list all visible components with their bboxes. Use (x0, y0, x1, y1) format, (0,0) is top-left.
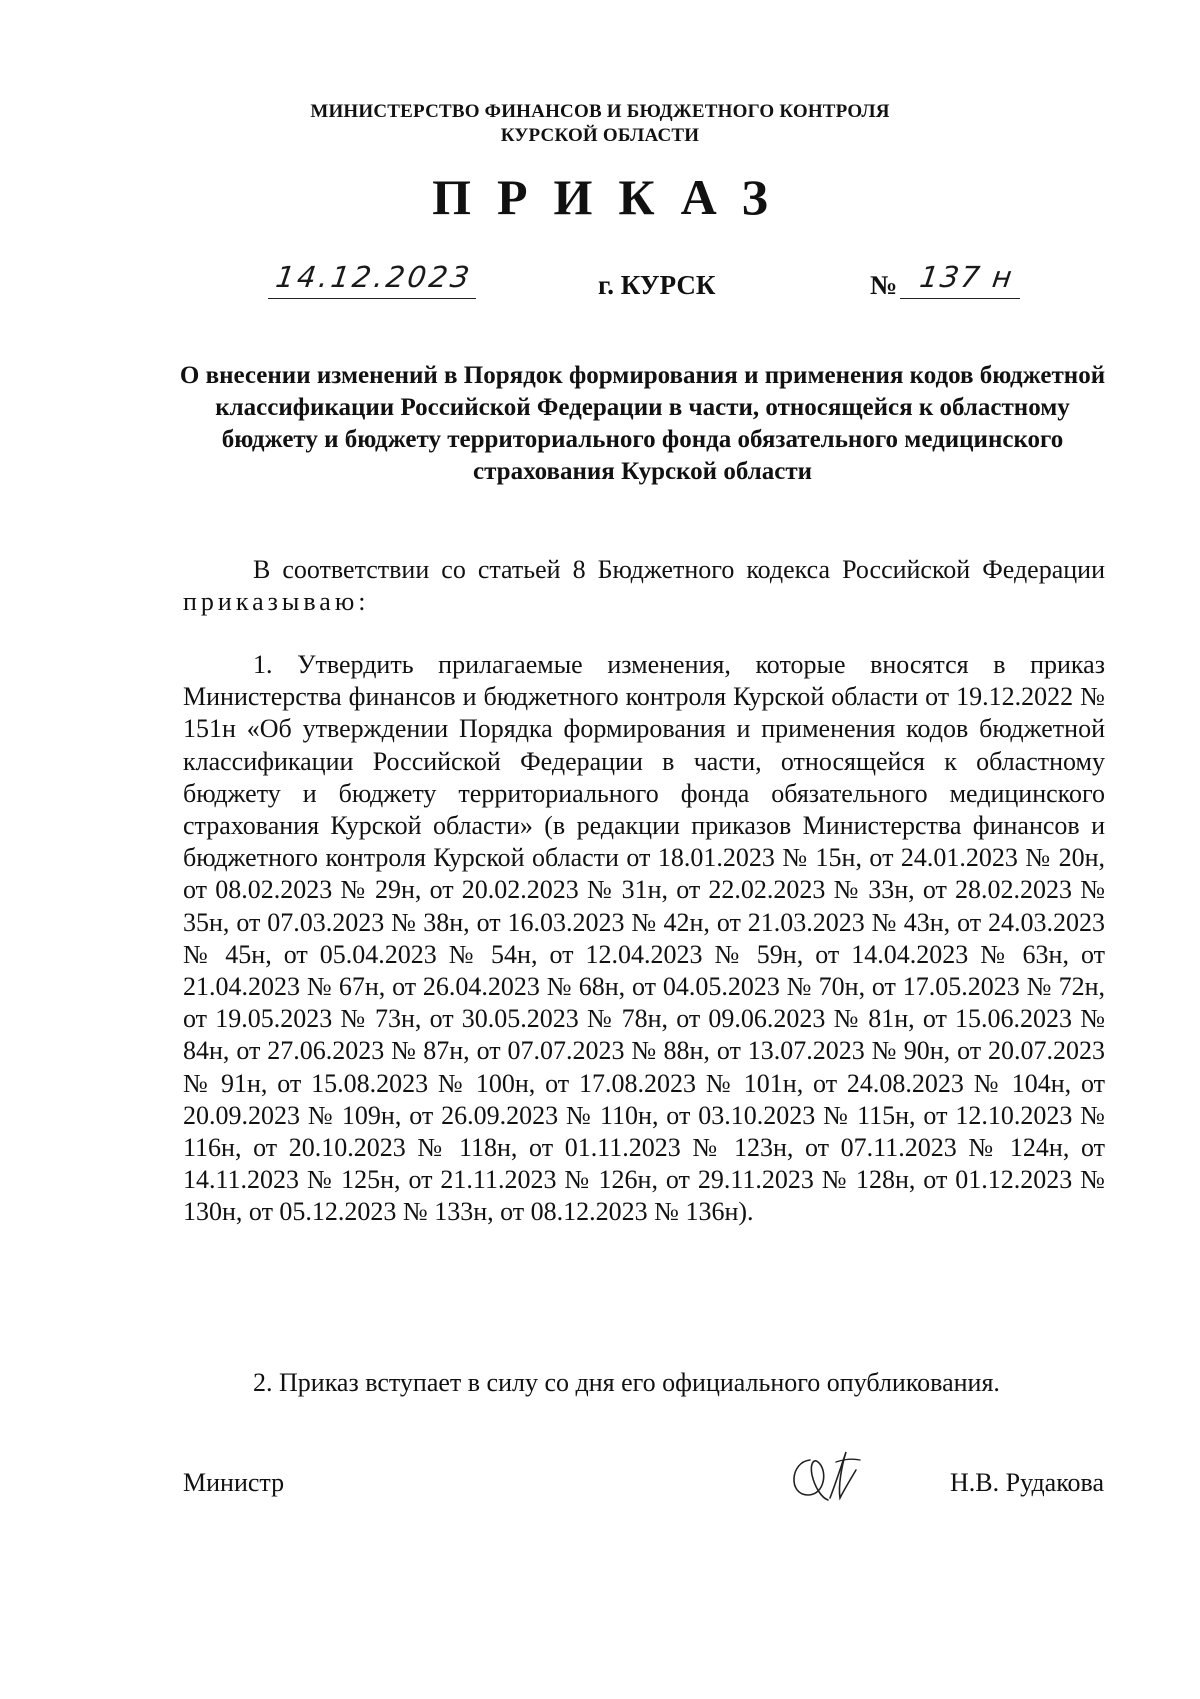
handwritten-date: 14.12.2023 (273, 260, 475, 294)
number-label: № (870, 270, 898, 300)
intro-paragraph (183, 554, 1105, 618)
signer-name: Н.В. Рудакова (950, 1468, 1104, 1497)
document-heading: О внесении изменений в Порядок формирования и применения кодов бюджетной классификации Российской Федерации в части, относящейся к областному бюджету и бюджету территориального фонда обязательного медицинского страхования Курской области (179, 362, 1106, 485)
document-type-title: ПРИКАЗ (432, 169, 794, 225)
number-field (900, 260, 1020, 299)
intro-text: В соответствии со статьей 8 Бюджетного кодекса Российской Федерации (253, 555, 1105, 584)
handwritten-number: 137 н (917, 260, 1016, 294)
intro-order-word: приказываю: (183, 587, 370, 617)
date-field (268, 260, 476, 299)
ministry-header (0, 100, 1200, 148)
ministry-name-line2: КУРСКОЙ ОБЛАСТИ (500, 125, 700, 146)
signature-icon (780, 1440, 870, 1510)
city-label: г. КУРСК (598, 270, 716, 300)
paragraph-item-2: 2. Приказ вступает в силу со дня его официального опубликования. (253, 1368, 1000, 1397)
ministry-name-line1: МИНИСТЕРСТВО ФИНАНСОВ И БЮДЖЕТНОГО КОНТРОЛЯ (310, 101, 890, 122)
signer-position: Министр (183, 1468, 285, 1497)
paragraph-item-1: 1. Утвердить прилагаемые изменения, которые вносятся в приказ Министерства финансов и бюджетного контроля Курской области от 19.12.2022 № 151н «Об утверждении Порядка формирования и применения кодов бюджетной классификации Российской Федерации в части, относящейся к областному бюджету и бюджету территориального фонда обязательного медицинского страхования Курской области» (в редакции приказов Министерства финансов и бюджетного контроля Курской области от 18.01.2023 № 15н, от 24.01.2023 № 20н, от 08.02.2023 № 29н, от 20.02.2023 № 31н, от 22.02.2023 № 33н, от 28.02.2023 № 35н, от 07.03.2023 № 38н, от 16.03.2023 № 42н, от 21.03.2023 № 43н, от 24.03.2023 № 45н, от 05.04.2023 № 54н, от 12.04.2023 № 59н, от 14.04.2023 № 63н, от 21.04.2023 № 67н, от 26.04.2023 № 68н, от 04.05.2023 № 70н, от 17.05.2023 № 72н, от 19.05.2023 № 73н, от 30.05.2023 № 78н, от 09.06.2023 № 81н, от 15.06.2023 № 84н, от 27.06.2023 № 87н, от 07.07.2023 № 88н, от 13.07.2023 № 90н, от 20.07.2023 № 91н, от 15.08.2023 № 100н, от 17.08.2023 № 101н, от 24.08.2023 № 104н, от 20.09.2023 № 109н, от 26.09.2023 № 110н, от 03.10.2023 № 115н, от 12.10.2023 № 116н, от 20.10.2023 № 118н, от 01.11.2023 № 123н, от 07.11.2023 № 124н, от 14.11.2023 № 125н, от 21.11.2023 № 126н, от 29.11.2023 № 128н, от 01.12.2023 № 130н, от 05.12.2023 № 133н, от 08.12.2023 № 136н). (183, 650, 1105, 1227)
